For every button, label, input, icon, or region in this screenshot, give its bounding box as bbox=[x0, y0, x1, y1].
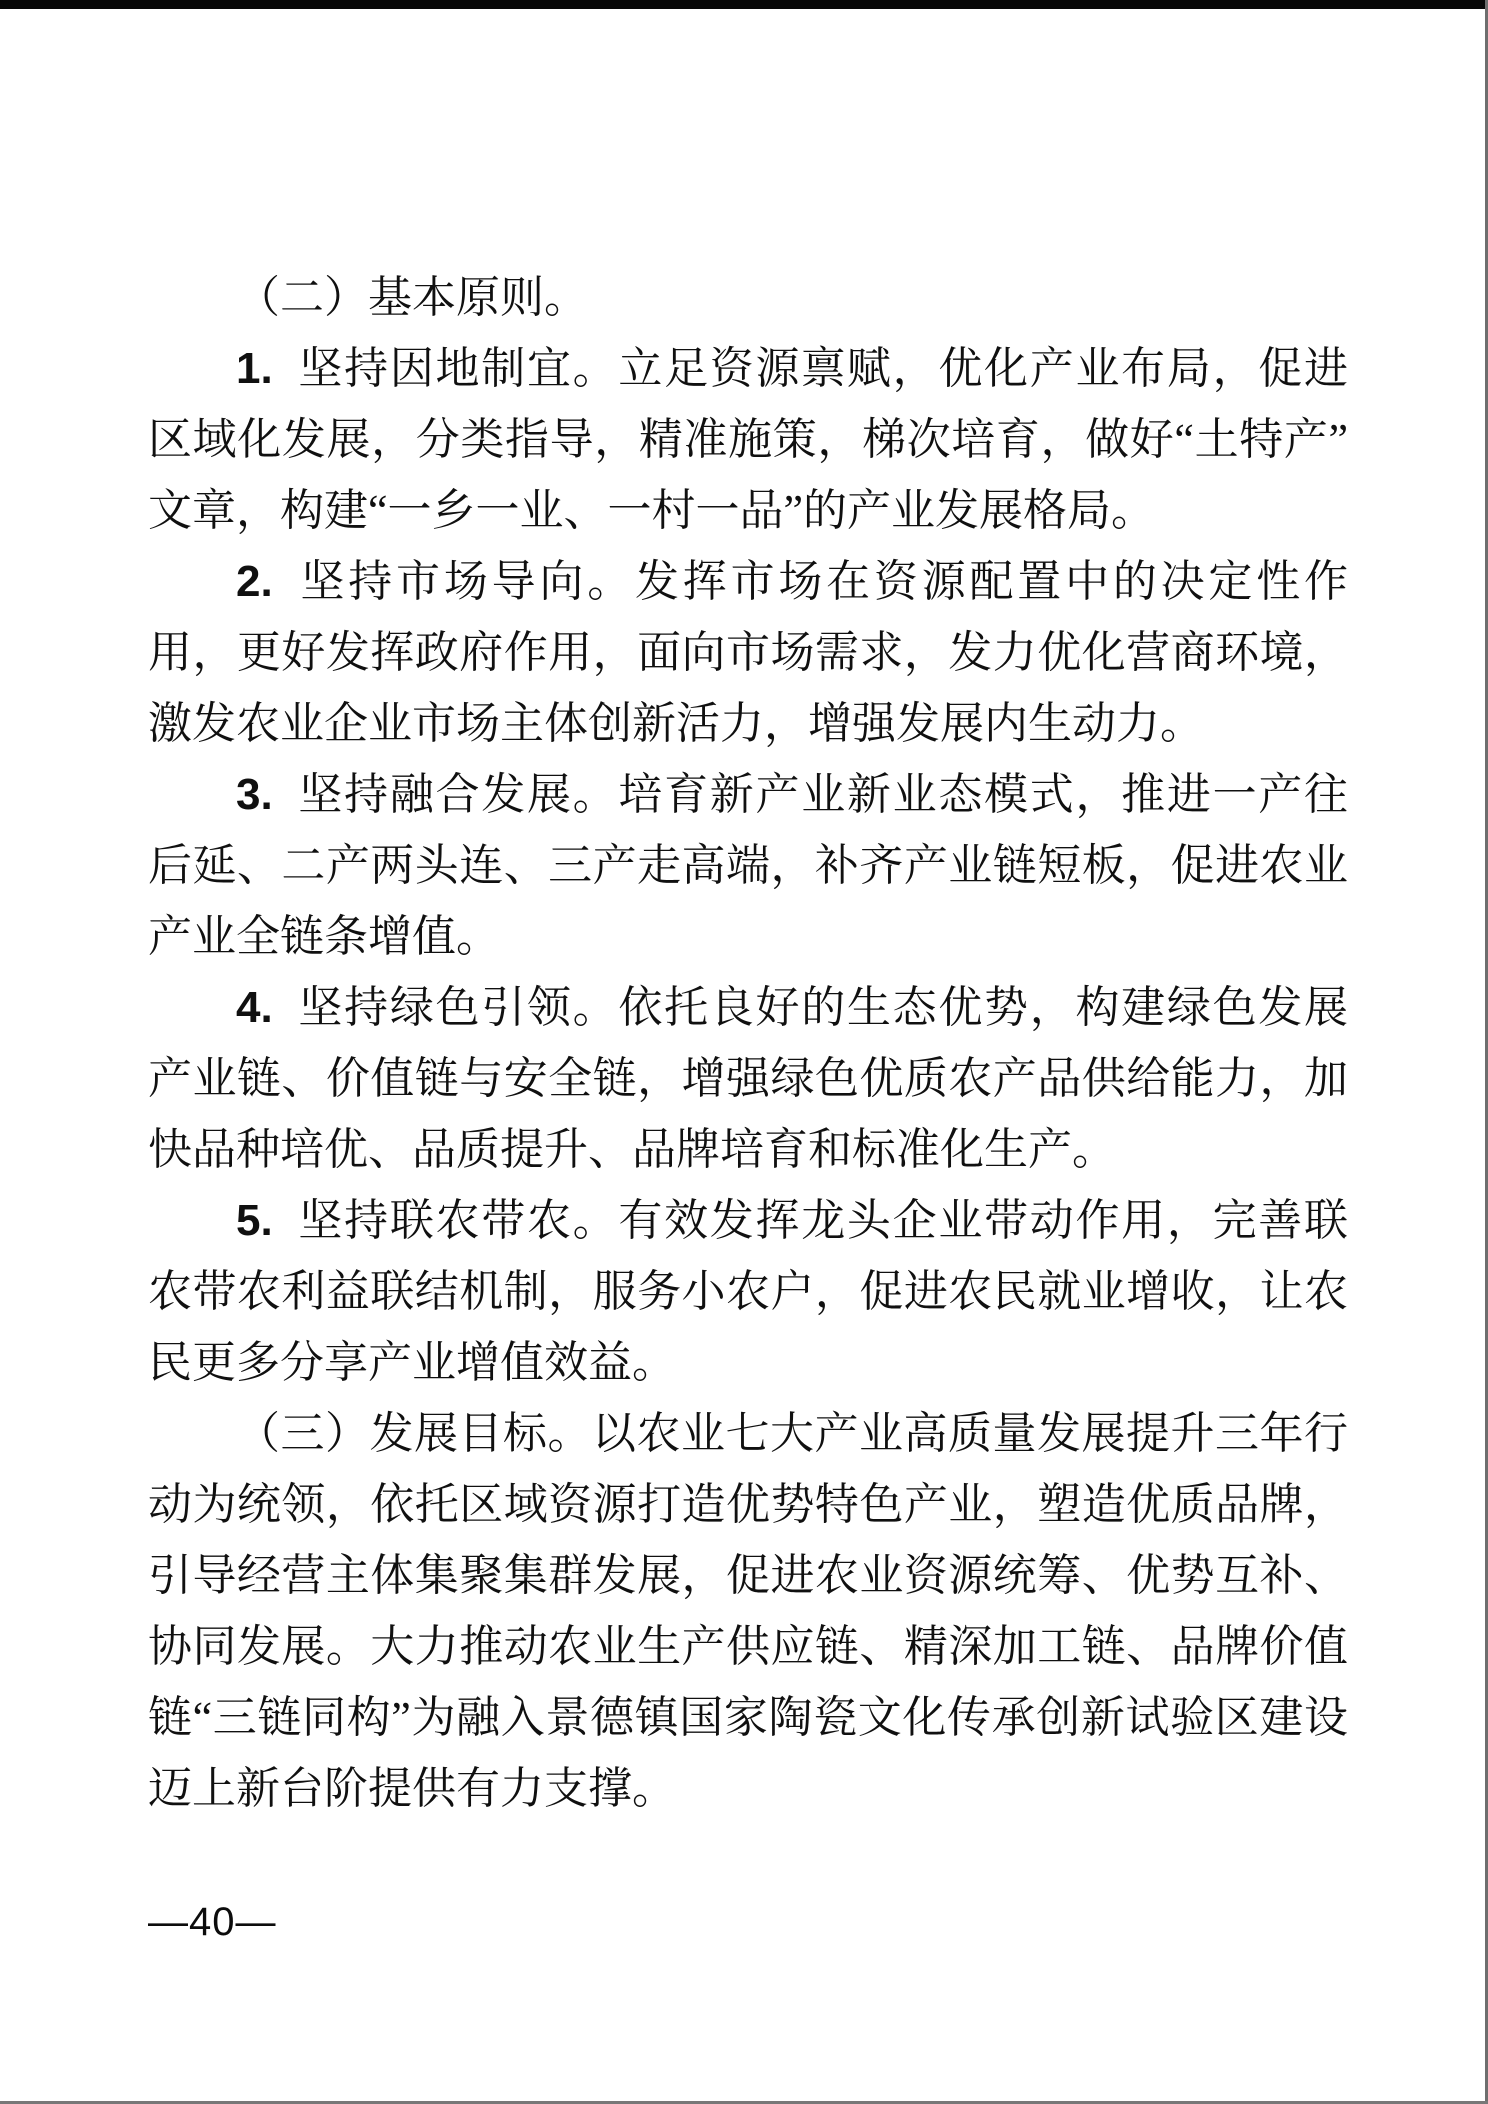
item-number: 1. bbox=[236, 344, 273, 393]
item-text: 坚持市场导向。发挥市场在资源配置中的决定性作用，更好发挥政府作用，面向市场需求，发力优化营商环境，激发农业企业市场主体创新活力，增强发展内生动力。 bbox=[148, 557, 1348, 748]
item-number: 2. bbox=[236, 557, 273, 606]
document-body bbox=[148, 262, 1348, 1824]
numbered-item-1 bbox=[148, 333, 1348, 546]
numbered-item-4 bbox=[148, 972, 1348, 1185]
item-number: 3. bbox=[236, 770, 273, 819]
page-top-border bbox=[0, 0, 1488, 9]
item-text: 坚持因地制宜。立足资源禀赋，优化产业布局，促进区域化发展，分类指导，精准施策，梯次培育，做好“土特产”文章，构建“一乡一业、一村一品”的产业发展格局。 bbox=[148, 344, 1348, 535]
item-text: 坚持联农带农。有效发挥龙头企业带动作用，完善联农带农利益联结机制，服务小农户，促进农民就业增收，让农民更多分享产业增值效益。 bbox=[148, 1196, 1348, 1387]
goal-paragraph: （三）发展目标。以农业七大产业高质量发展提升三年行动为统领，依托区域资源打造优势特色产业，塑造优质品牌，引导经营主体集聚集群发展，促进农业资源统筹、优势互补、协同发展。大力推动农业生产供应链、精深加工链、品牌价值链“三链同构”为融入景德镇国家陶瓷文化传承创新试验区建设迈上新台阶提供有力支撑。 bbox=[148, 1409, 1348, 1813]
numbered-item-3 bbox=[148, 759, 1348, 972]
page-number: —40— bbox=[148, 1900, 277, 1944]
item-text: 坚持绿色引领。依托良好的生态优势，构建绿色发展产业链、价值链与安全链，增强绿色优质农产品供给能力，加快品种培优、品质提升、品牌培育和标准化生产。 bbox=[148, 983, 1348, 1174]
section-heading: （二）基本原则。 bbox=[236, 273, 588, 322]
item-number: 4. bbox=[236, 983, 273, 1032]
numbered-item-5 bbox=[148, 1185, 1348, 1398]
item-text: 坚持融合发展。培育新产业新业态模式，推进一产往后延、二产两头连、三产走高端，补齐产业链短板，促进农业产业全链条增值。 bbox=[148, 770, 1348, 961]
numbered-item-2 bbox=[148, 546, 1348, 759]
item-number: 5. bbox=[236, 1196, 273, 1245]
